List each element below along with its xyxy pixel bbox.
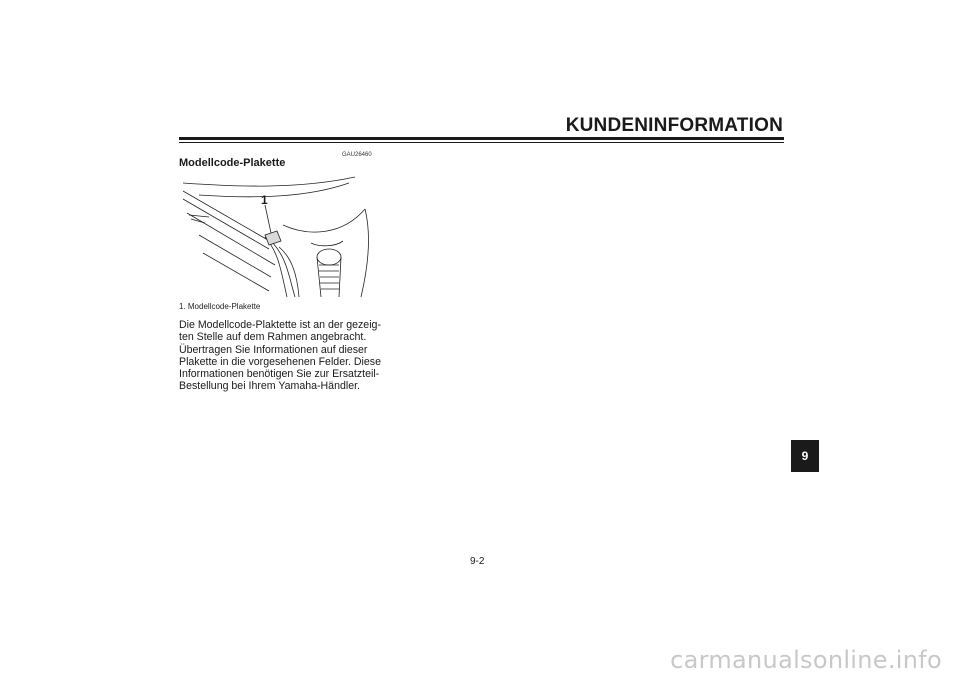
section-code: GAU26460	[342, 152, 372, 158]
callout-line	[265, 205, 271, 233]
body-line: Die Modellcode-Plaktette ist an der gezeig-	[179, 319, 381, 331]
page-number: 9-2	[470, 556, 485, 567]
header-rule	[179, 137, 784, 140]
model-plate	[265, 231, 281, 245]
body-line: Informationen benötigen Sie zur Ersatzteil-	[179, 368, 380, 381]
body-line: Plakette in die vorgesehenen Felder. Diese	[179, 355, 381, 368]
body-line: Übertragen Sie Informationen auf dieser	[179, 343, 368, 356]
body-line: Bestellung bei Ihrem Yamaha-Händler.	[179, 380, 360, 393]
body-line: ten Stelle auf dem Rahmen angebracht.	[179, 331, 367, 344]
chapter-tab[interactable]: 9	[791, 440, 819, 472]
figure-callout: 1	[261, 193, 268, 207]
figure-caption: 1. Modellcode-Plakette	[179, 302, 261, 311]
section-title: Modellcode-Plakette	[179, 157, 286, 169]
page-title: KUNDENINFORMATION	[565, 115, 783, 136]
watermark: carmanualsonline.info	[670, 646, 942, 674]
model-plate-illustration	[179, 173, 375, 301]
body-paragraph	[179, 319, 379, 393]
header-rule-thin	[179, 142, 784, 143]
